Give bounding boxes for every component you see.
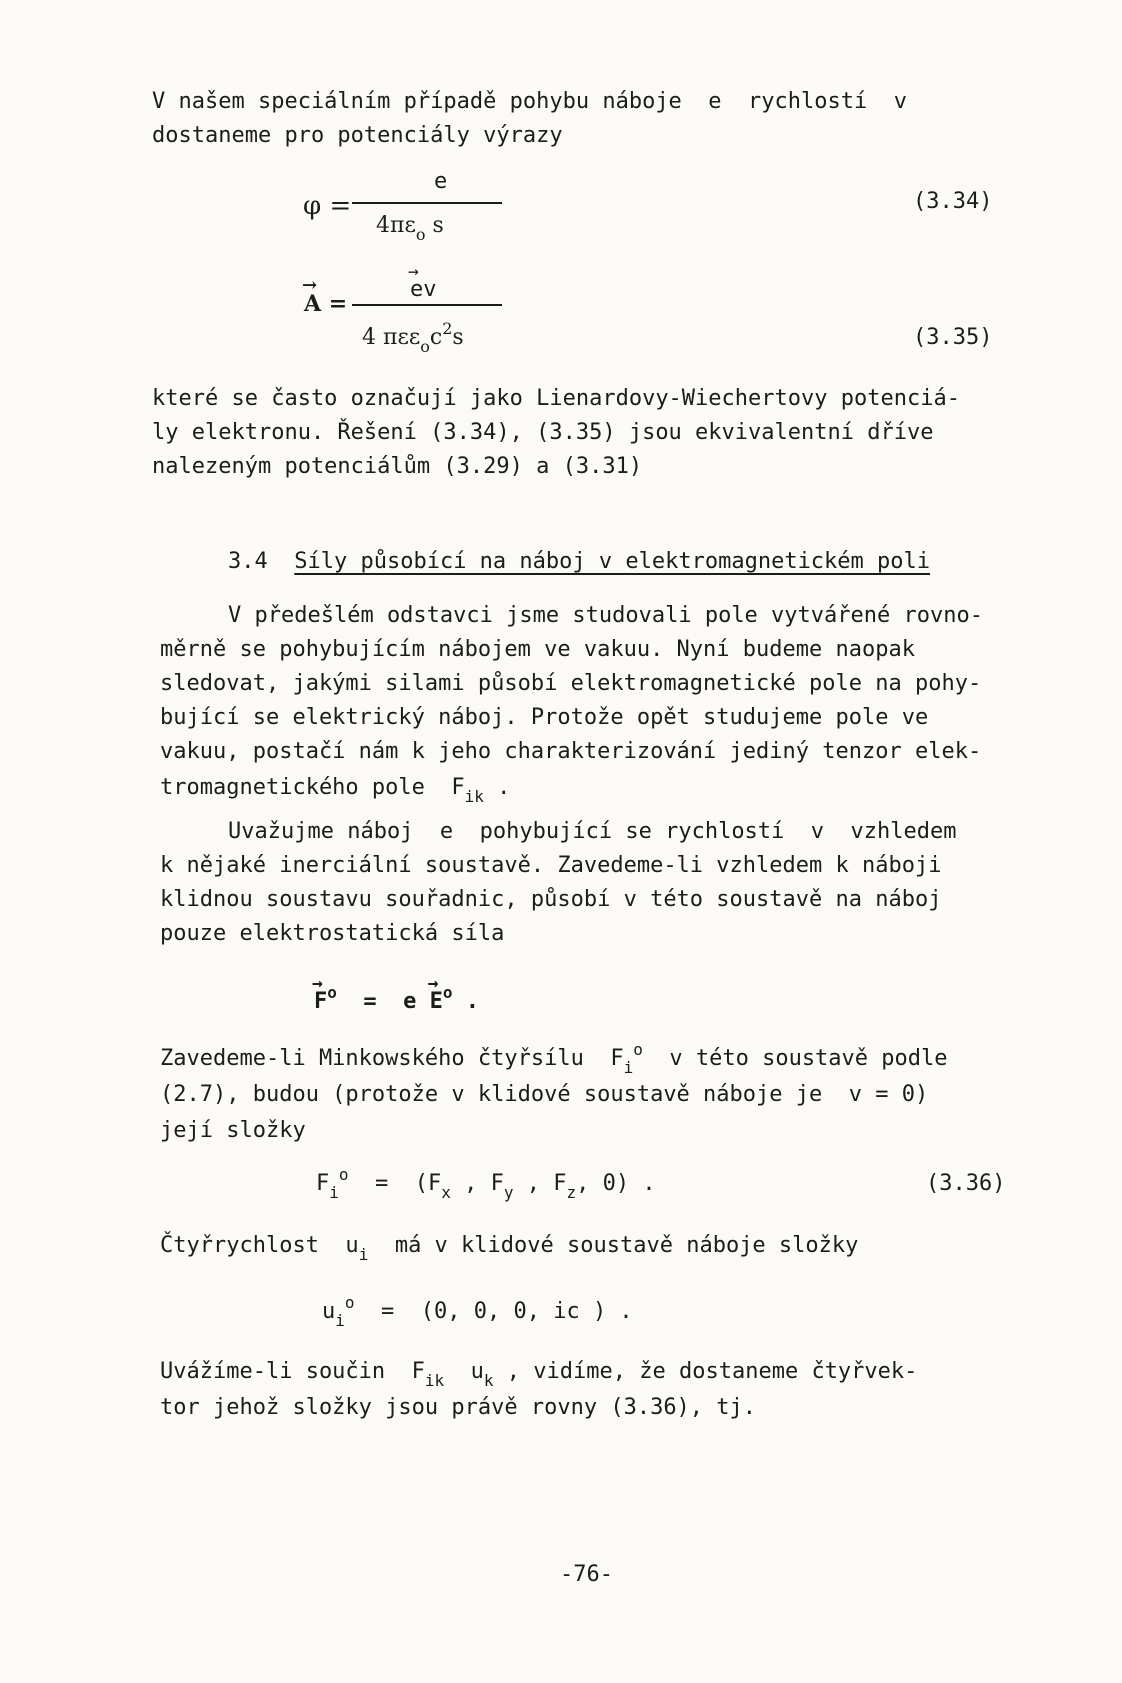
section-title: Síly působící na náboj v elektromagnetickém poli [294,549,931,574]
equation-four-velocity: $u_i^o = (0$, 0, 0, ic ) . [322,1293,633,1330]
eq-334-denominator: $4\pi\varepsilon_o$ s [376,213,444,244]
para1-line-1: které se často označují jako Lienardovy-Wiechertovy potenciá- [152,386,960,411]
eq-335-numerator: → ev [410,276,437,304]
para2-line-2: měrně se pohybujícím nábojem ve vakuu. Nyní budeme naopak [160,637,915,662]
para1-line-3: nalezeným potenciálům (3.29) a (3.31) [152,454,643,479]
para6-line-2: tor jehož složky jsou právě rovny (3.36), tj. [160,1395,757,1420]
equation-force: → $F^o = e \to E^o$ . [314,988,479,1017]
eq-335-denominator: 4 $\pi\varepsilon\varepsilon_oc^2s$ [362,319,464,356]
eq-334-number: (3.34) [913,189,993,214]
intro-line-2: dostaneme pro potenciály výrazy [152,123,563,148]
eq-334-lhs: φ = [303,191,352,221]
eq-335-number: (3.35) [913,325,993,350]
para1-line-2: ly elektronu. Řešení (3.34), (3.35) jsou ekvivalentní dříve [152,420,934,445]
eq-334-numerator: e [434,169,448,194]
para3-line-1: Uvažujme náboj e pohybující se rychlostí v vzhledem [228,819,957,844]
eq-336-body: $F_i^o = (F_x$ , $F_y$ , $F_z$, 0) . [316,1165,656,1202]
para2-line-5: vakuu, postačí nám k jeho charakterizování jediný tenzor elek- [160,739,982,764]
para6-line-1: Uvážíme-li součin $F_{ik}$ $u_k$ , vidíme, že dostaneme čtyřvek- [160,1359,918,1390]
page-number: -76- [560,1562,613,1587]
para3-line-2: k nějaké inerciální soustavě. Zavedeme-li vzhledem k náboji [160,853,942,878]
para2-line-6: tromagnetického pole $F_{ik}$ . [160,775,511,806]
eq-334-fraction-bar [352,202,502,204]
para2-line-3: sledovat, jakými silami působí elektromagnetické pole na pohy- [160,671,982,696]
para4-line-2: (2.7), budou (protože v klidové soustavě náboje je v = 0) [160,1082,929,1107]
eq-335-fraction-bar [352,304,502,306]
para3-line-3: klidnou soustavu souřadnic, působí v této soustavě na náboj [160,887,942,912]
section-number: 3.4 [228,549,268,574]
eq-335-lhs: → A = [304,290,347,318]
para5-line: Čtyřrychlost $u_i$ má v klidové soustavě náboje složky [160,1233,859,1264]
intro-line-1: V našem speciálním případě pohybu náboje e rychlostí v [152,89,907,114]
para4-line-1: Zavedeme-li Minkowského čtyřsílu $F_i^o$ v této soustavě podle [160,1040,948,1077]
eq-336-number: (3.36) [926,1171,1006,1196]
para2-line-4: bující se elektrický náboj. Protože opět studujeme pole ve [160,705,929,730]
para4-line-3: její složky [160,1118,306,1143]
para3-line-4: pouze elektrostatická síla [160,921,505,946]
section-heading [228,548,930,576]
para2-line-1: V předešlém odstavci jsme studovali pole vytvářené rovno- [228,603,983,628]
